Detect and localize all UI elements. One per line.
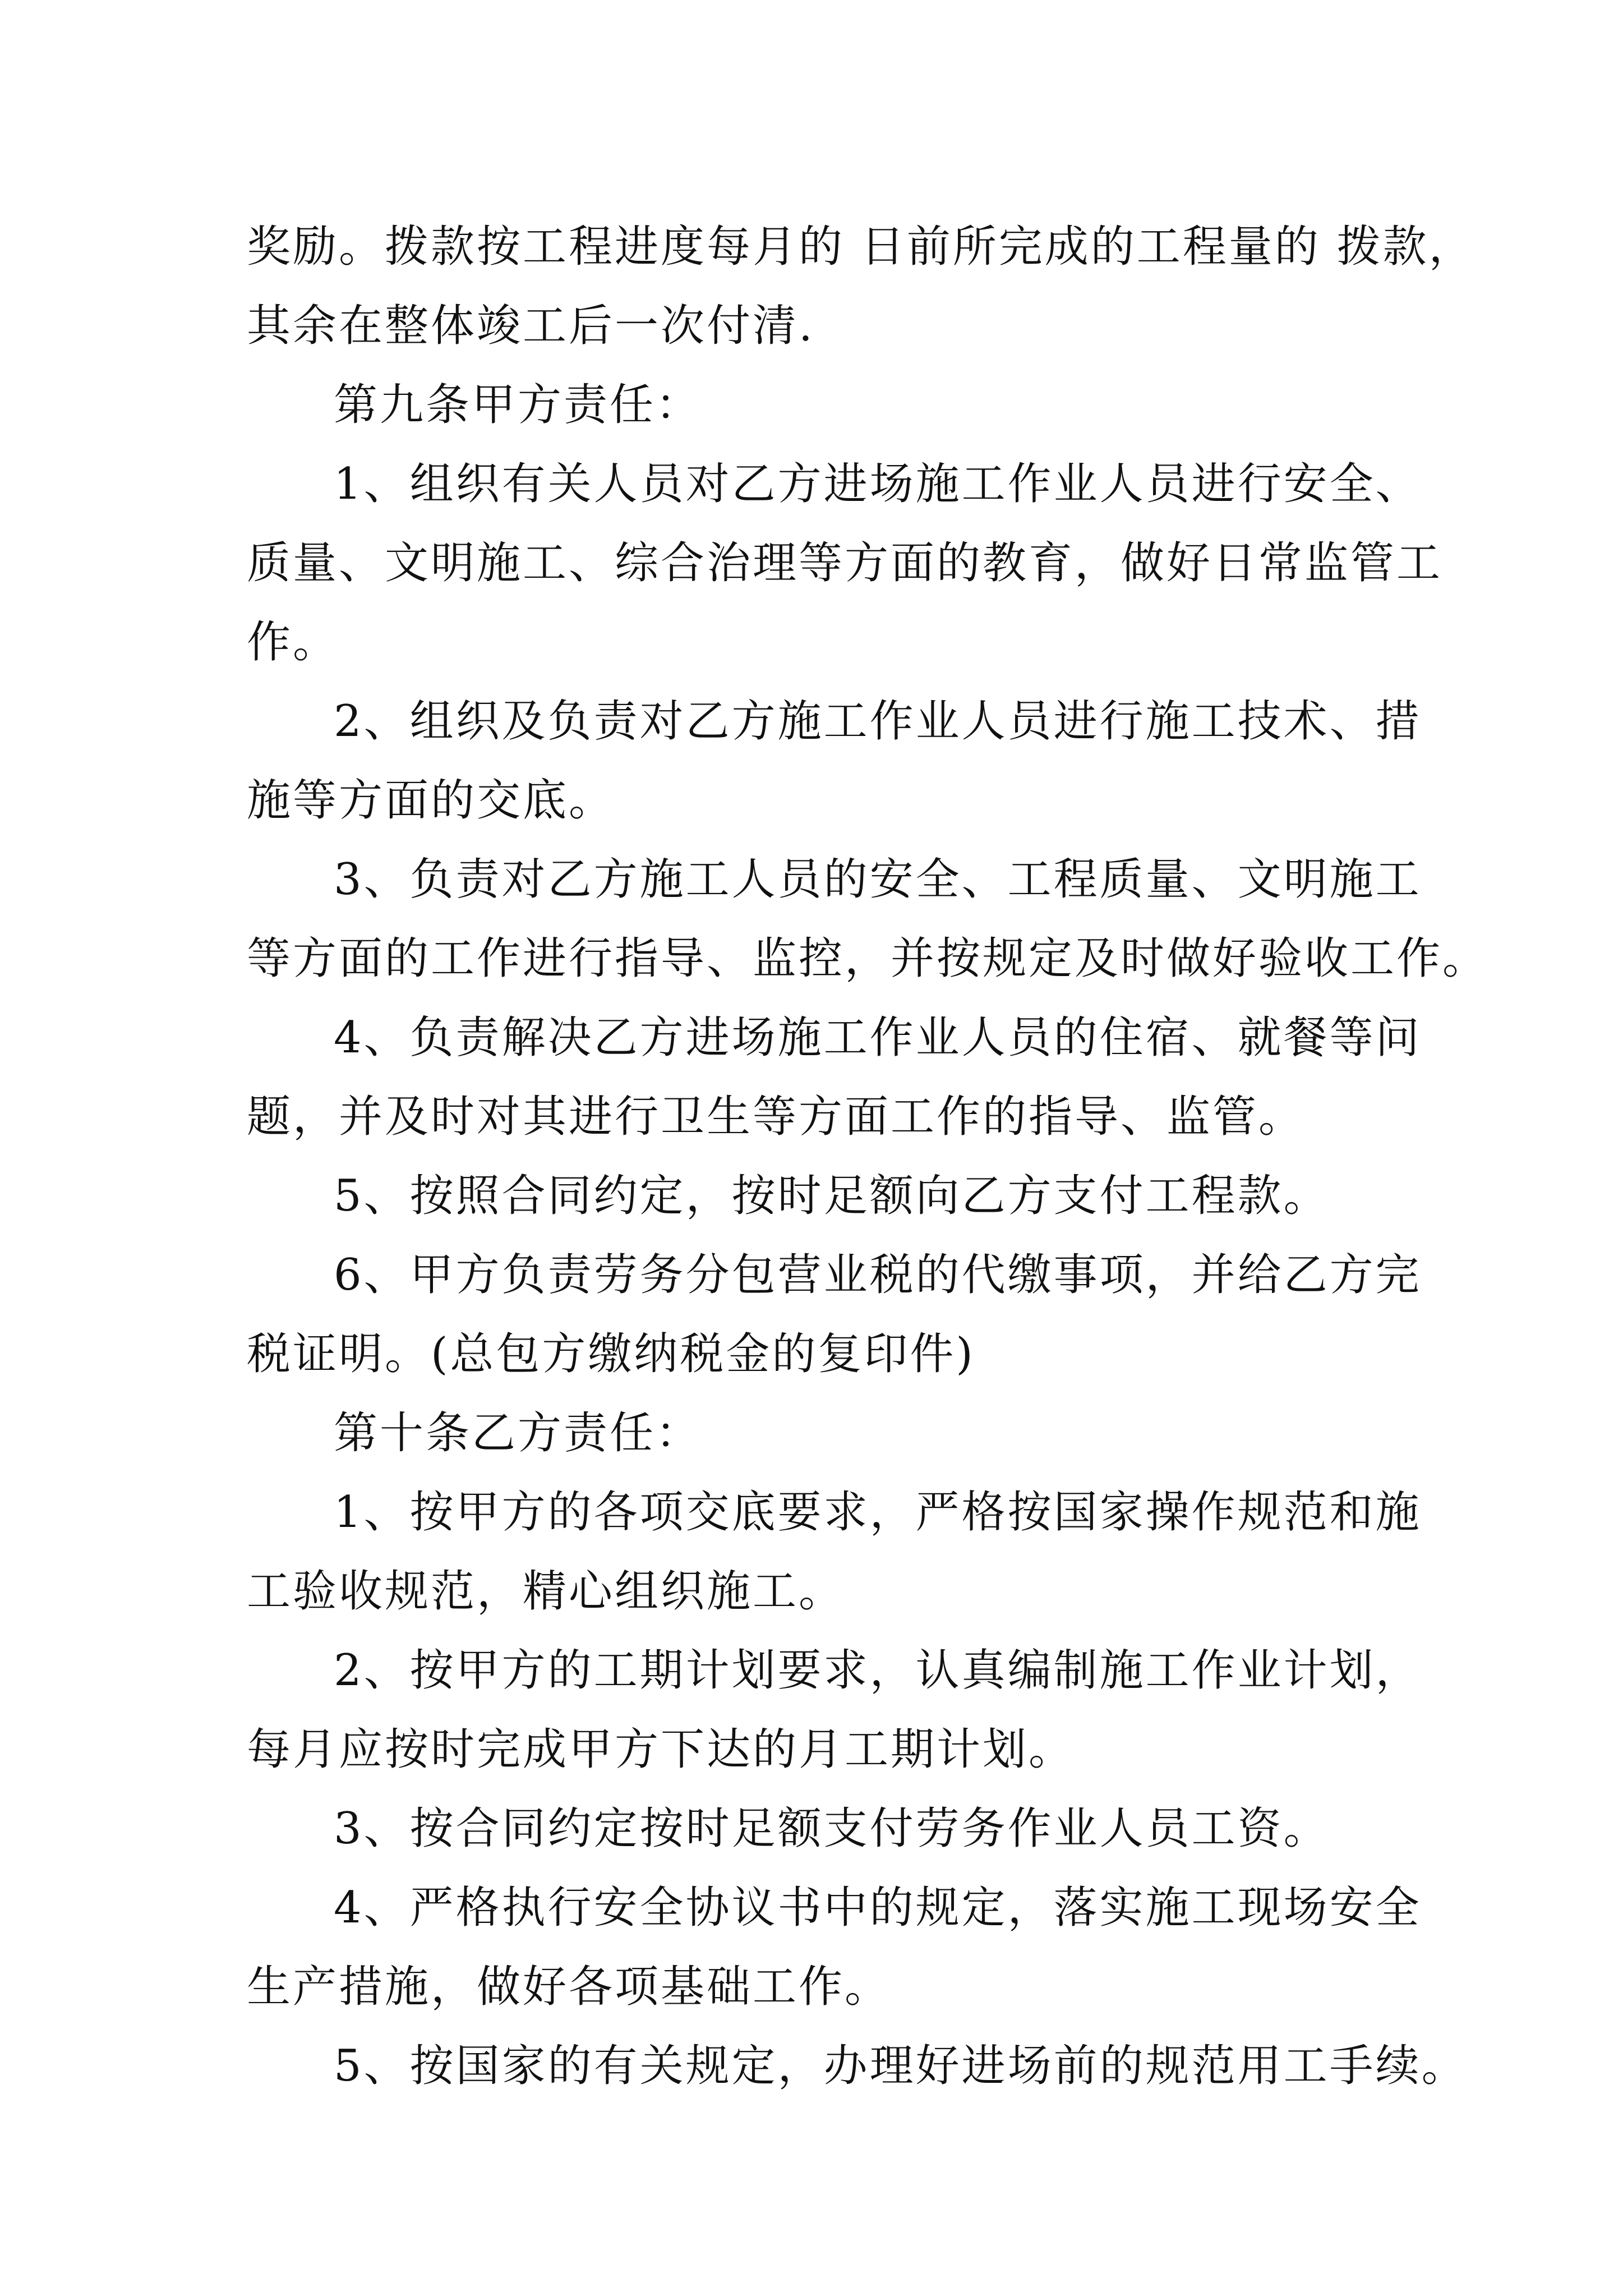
text-line: 施等方面的交底。: [247, 775, 615, 826]
text-line: 其余在整体竣工后一次付清.: [247, 301, 815, 351]
text-line: 4、严格执行安全协议书中的规定，落实施工现场安全: [334, 1883, 1422, 1933]
text-line: 5、按照合同约定，按时足额向乙方支付工程款。: [334, 1171, 1330, 1221]
text-line: 4、负责解决乙方进场施工作业人员的住宿、就餐等问: [334, 1013, 1422, 1063]
text-line: 2、组织及负责对乙方施工作业人员进行施工技术、措: [334, 696, 1422, 747]
text-line: 作。: [247, 617, 339, 668]
text-line: 生产措施，做好各项基础工作。: [247, 1962, 891, 2012]
document-body: [247, 208, 1489, 2106]
text-line: 1、按甲方的各项交底要求，严格按国家操作规范和施: [334, 1487, 1422, 1538]
text-line: 奖励。拨款按工程进度每月的 日前所完成的工程量的 拨款，: [247, 222, 1475, 272]
text-line: 1、组织有关人员对乙方进场施工作业人员进行安全、: [334, 459, 1422, 509]
section-heading-9: 第九条甲方责任：: [334, 380, 702, 430]
text-line: 等方面的工作进行指导、监控，并按规定及时做好验收工作。: [247, 933, 1489, 984]
text-line: 3、按合同约定按时足额支付劳务作业人员工资。: [334, 1803, 1330, 1854]
text-line: 3、负责对乙方施工人员的安全、工程质量、文明施工: [334, 854, 1422, 905]
text-line: 题，并及时对其进行卫生等方面工作的指导、监管。: [247, 1092, 1305, 1142]
text-line: 工验收规范，精心组织施工。: [247, 1566, 845, 1617]
text-line: 5、按国家的有关规定，办理好进场前的规范用工手续。: [334, 2041, 1468, 2091]
text-line: 每月应按时完成甲方下达的月工期计划。: [247, 1724, 1075, 1775]
section-heading-10: 第十条乙方责任：: [334, 1408, 702, 1458]
text-line: 2、按甲方的工期计划要求，认真编制施工作业计划，: [334, 1645, 1422, 1696]
text-line: 税证明。(总包方缴纳税金的复印件): [247, 1329, 975, 1379]
text-line: 质量、文明施工、综合治理等方面的教育，做好日常监管工: [247, 538, 1443, 588]
text-line: 6、甲方负责劳务分包营业税的代缴事项，并给乙方完: [334, 1250, 1422, 1300]
